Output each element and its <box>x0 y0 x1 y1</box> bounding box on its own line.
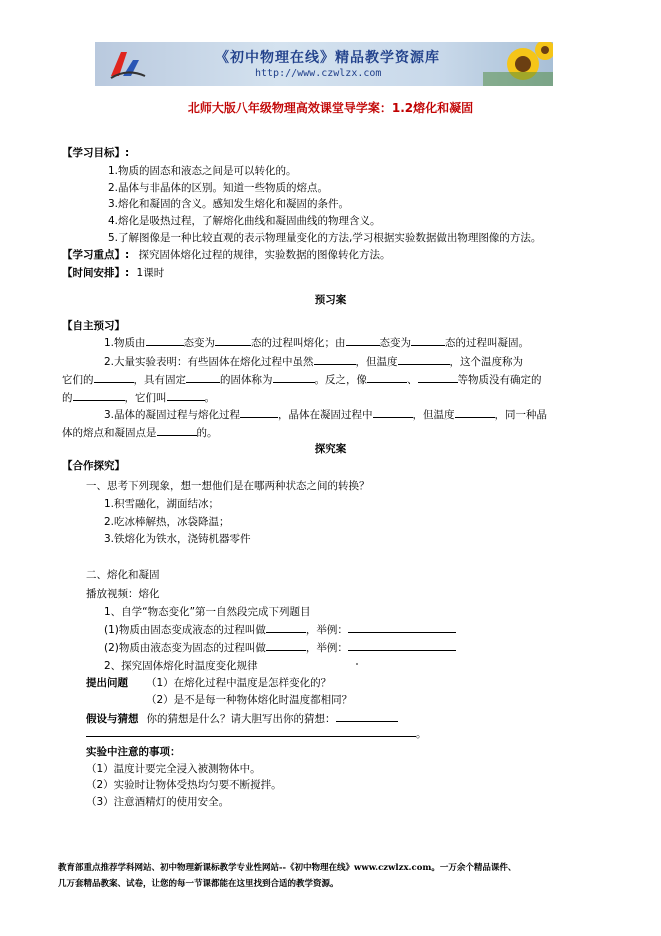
self-question: 1、自学“物态变化”第一自然段完成下列题目 <box>104 606 311 618</box>
blank <box>73 390 125 401</box>
inline-text: 态的过程叫凝固。 <box>445 337 530 349</box>
note-item: （3）注意酒精灯的使用安全。 <box>86 796 230 808</box>
inline-text: 等物质没有确定的 <box>457 374 542 386</box>
blank <box>373 407 413 418</box>
ask-label: 提出问题 <box>86 677 128 689</box>
inline-text: (1)物质由固态变成液态的过程叫做 <box>104 624 266 636</box>
focus-heading: 【学习重点】: <box>62 249 130 261</box>
inline-text: 3.晶体的凝固过程与熔化过程 <box>104 409 241 421</box>
inline-text: 。 <box>204 392 215 404</box>
part2-heading: 二、熔化和凝固 <box>86 569 160 581</box>
blank <box>418 372 458 383</box>
part1-item: 1.积雪融化，湖面结冰； <box>104 498 220 510</box>
blank <box>240 407 278 418</box>
footer-line-2: 几万套精品教案、试卷，让您的每一节课都能在这里找到合适的教学资源。 <box>58 879 339 889</box>
inline-text: 态的过程叫熔化；由 <box>251 337 346 349</box>
self-study-heading: 【自主预习】 <box>62 320 125 332</box>
time-heading: 【时间安排】: <box>62 267 130 279</box>
preview-q2b <box>62 372 542 387</box>
goal-item: 1.物质的固态和液态之间是可以转化的。 <box>108 165 297 177</box>
fill-row-2 <box>104 640 456 655</box>
blank <box>167 390 205 401</box>
inline-text: 的。 <box>196 427 218 439</box>
inline-text: 。 <box>416 728 427 740</box>
preview-q3b <box>62 425 218 440</box>
blank <box>336 711 398 722</box>
blank <box>215 335 251 346</box>
blank <box>86 726 416 737</box>
sunflower-icon <box>483 42 553 86</box>
explore-step-2: 2、探究固体熔化时温度变化规律 <box>104 660 258 672</box>
explore-title: 探究案 <box>314 443 347 455</box>
inline-text: ，晶体在凝固过程中 <box>278 409 373 421</box>
goal-item: 5.了解图像是一种比较直观的表示物理量变化的方法,学习根据实验数据做出物理图像的方法。 <box>108 232 542 244</box>
time-text: 1课时 <box>136 267 165 279</box>
blank <box>186 372 220 383</box>
note-item: （2）实验时让物体受热均匀要不断搅拌。 <box>86 779 282 791</box>
inline-text: 的固体称为 <box>220 374 273 386</box>
inline-text: 。反之，像 <box>314 374 367 386</box>
part1-question: 一、思考下列现象，想一想他们是在哪两种状态之间的转换？ <box>86 480 370 492</box>
inline-text: ，同一种晶 <box>494 409 548 421</box>
hypothesis-label: 假设与猜想 <box>86 713 139 725</box>
blank <box>146 335 184 346</box>
time-row <box>62 265 164 280</box>
inline-text: ，但温度 <box>355 356 398 368</box>
ask-row-2: （2）是不是每一种物体熔化时温度都相同？ <box>146 694 353 706</box>
inline-text: 态变为 <box>183 337 216 349</box>
blank <box>273 372 315 383</box>
goal-item: 4.熔化是吸热过程，了解熔化曲线和凝固曲线的物理含义。 <box>108 215 381 227</box>
preview-q2a <box>104 354 523 369</box>
blank <box>157 425 197 436</box>
blank <box>367 372 407 383</box>
inline-text: ，举例： <box>305 624 348 636</box>
note-item: （1）温度计要完全浸入被测物体中。 <box>86 763 261 775</box>
inline-text: ，举例： <box>305 642 348 654</box>
banner-title: 《初中物理在线》精品教学资源库 <box>215 50 440 66</box>
video-note: 播放视频：熔化 <box>86 588 160 600</box>
blank <box>346 335 380 346</box>
focus-row <box>62 247 391 262</box>
inline-text: 态变为 <box>379 337 412 349</box>
preview-q2c <box>62 390 215 405</box>
goal-item: 2.晶体与非晶体的区别。知道一些物质的熔点。 <box>108 182 329 194</box>
notes-heading: 实验中注意的事项： <box>86 746 181 758</box>
hypothesis-line <box>86 726 427 741</box>
inline-text: ，它们叫 <box>124 392 167 404</box>
inline-text: (2)物质由液态变为固态的过程叫做 <box>104 642 266 654</box>
inline-text: 1.物质由 <box>104 337 146 349</box>
banner-url[interactable]: http://www.czwlzx.com <box>255 68 382 79</box>
part1-item: 2.吃冰棒解热，冰袋降温； <box>104 516 230 528</box>
fill-row-1 <box>104 622 456 637</box>
goals-heading: 【学习目标】: <box>62 147 130 159</box>
goal-item: 3.熔化和凝固的含义。感知发生熔化和凝固的条件。 <box>108 198 350 210</box>
blank <box>348 640 456 651</box>
blank <box>348 622 456 633</box>
inline-text: 2.大量实验表明：有些固体在熔化过程中虽然 <box>104 356 314 368</box>
blank <box>94 372 134 383</box>
inline-text: 体的熔点和凝固点是 <box>62 427 157 439</box>
inline-text: 你的猜想是什么？请大胆写出你的猜想： <box>146 713 336 725</box>
inline-text: ，这个温度称为 <box>449 356 524 368</box>
preview-title: 预习案 <box>314 294 347 306</box>
inline-text: （1）在熔化过程中温度是怎样变化的？ <box>146 677 332 689</box>
blank <box>398 354 450 365</box>
blank <box>266 622 306 633</box>
inline-text: 、 <box>407 374 418 386</box>
header-banner <box>95 42 553 86</box>
inline-text: 它们的 <box>62 374 94 386</box>
ask-row-1 <box>86 675 331 690</box>
preview-q1 <box>104 335 529 350</box>
focus-text: 探究固体熔化过程的规律，实验数据的图像转化方法。 <box>138 249 391 261</box>
footer-line-1: 教育部重点推荐学科网站、初中物理新课标教学专业性网站--《初中物理在线》www.czwlzx.com。一万余个精品课件、 <box>58 863 517 873</box>
blank <box>314 354 356 365</box>
site-logo-icon <box>107 46 147 82</box>
cooperate-heading: 【合作探究】 <box>62 460 125 472</box>
inline-text: 的 <box>62 392 73 404</box>
document-title: 北师大版八年级物理高效课堂导学案：1.2熔化和凝固 <box>187 101 474 115</box>
preview-q3a <box>104 407 547 422</box>
blank <box>266 640 306 651</box>
inline-text: ，具有固定 <box>133 374 186 386</box>
part1-item: 3.铁熔化为铁水，浇铸机器零件 <box>104 533 251 545</box>
hypothesis-row <box>86 711 398 726</box>
blank <box>411 335 445 346</box>
inline-text: ，但温度 <box>412 409 455 421</box>
blank <box>455 407 495 418</box>
